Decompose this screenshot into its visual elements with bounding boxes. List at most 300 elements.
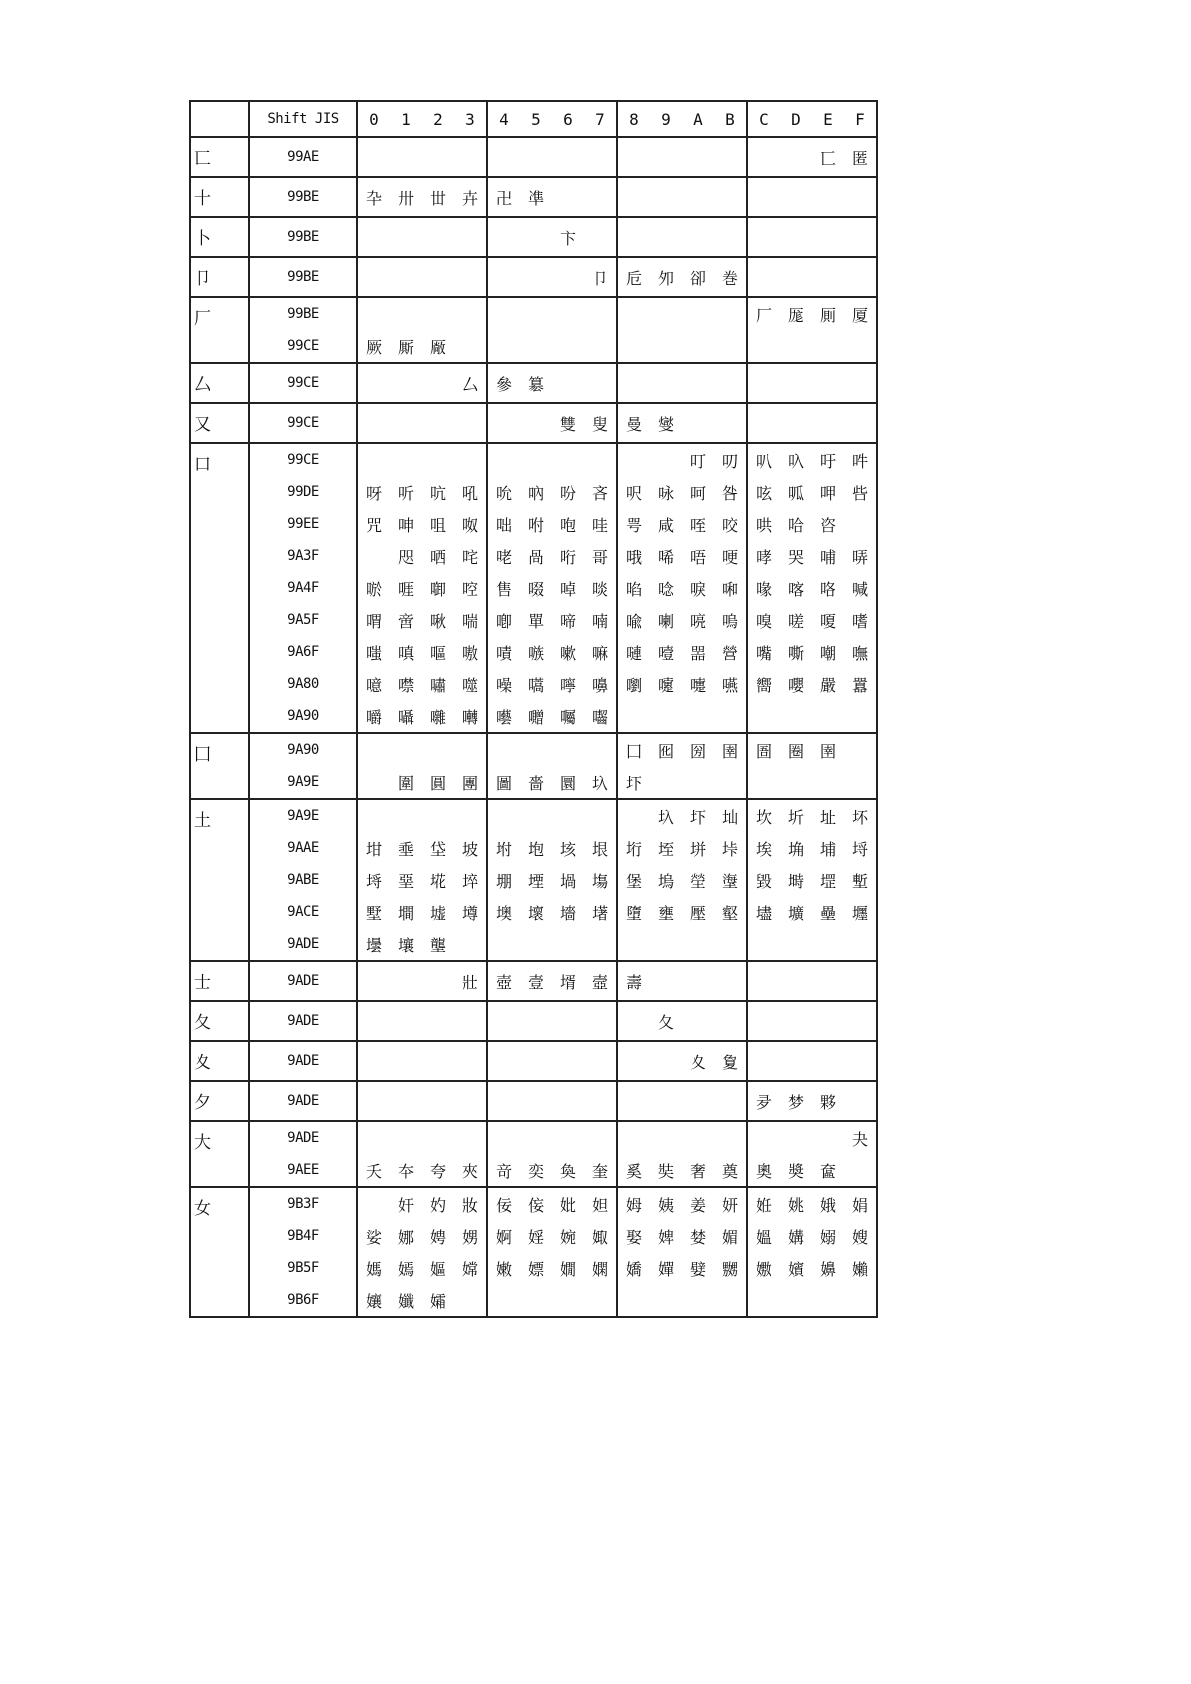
char-cell: 呻	[397, 515, 414, 535]
char-cell: 卉	[454, 177, 487, 217]
char-cell: 圻	[780, 799, 812, 832]
table-row	[190, 896, 877, 928]
char-cell: 嗽	[559, 643, 576, 663]
char-cell: 啾	[429, 611, 446, 631]
char-cell	[552, 137, 584, 177]
char-cell: 嫖	[527, 1259, 544, 1279]
char-cell: 墸	[591, 903, 608, 923]
radical-cell: 夊	[190, 1041, 249, 1081]
radical-cell: 女	[190, 1187, 249, 1317]
char-cell	[617, 217, 650, 257]
char-cell: 嘔	[429, 643, 446, 663]
char-cell	[584, 363, 617, 403]
char-cell: 嫐	[747, 1252, 780, 1284]
char-cell	[812, 177, 844, 217]
char-cell	[780, 403, 812, 443]
char-cell	[552, 1121, 584, 1154]
char-cell: 厥	[357, 330, 390, 363]
char-cell	[617, 137, 650, 177]
char-cell	[357, 1187, 390, 1220]
char-cell	[487, 443, 520, 476]
char-cell: 呀	[357, 476, 390, 508]
char-cell: 婬	[527, 1227, 544, 1247]
char-cell: 夬	[844, 1121, 877, 1154]
shift-jis-code: 99EE	[287, 516, 319, 532]
char-cell: 塲	[591, 871, 608, 891]
char-cell: 吶	[527, 483, 544, 503]
shift-jis-code: 9ADE	[287, 936, 319, 952]
shift-jis-code: 99BE	[249, 257, 357, 297]
char-cell	[357, 733, 390, 766]
char-cell: 嬲	[721, 1259, 738, 1279]
char-cell	[422, 1081, 454, 1121]
table-row	[190, 604, 877, 636]
char-cell: 垤	[657, 839, 674, 859]
char-cell: 嫩	[487, 1252, 520, 1284]
char-cell	[584, 1121, 617, 1154]
char-cell	[682, 1284, 714, 1317]
header-radical	[190, 101, 249, 137]
char-cell	[357, 540, 390, 572]
char-cell: 佞	[487, 1187, 520, 1220]
char-cell	[552, 257, 584, 297]
char-cell: 圄	[747, 733, 780, 766]
char-cell: 壺	[487, 961, 520, 1001]
char-cell	[454, 443, 487, 476]
char-cell: 嫻	[591, 1259, 608, 1279]
char-cell	[454, 297, 487, 330]
char-cell	[390, 297, 422, 330]
char-cell	[617, 177, 650, 217]
char-cell	[487, 137, 520, 177]
char-cell	[682, 330, 714, 363]
radical-cell: 夂	[190, 1001, 249, 1041]
shift-jis-code: 99BE	[249, 177, 357, 217]
char-cell: 姜	[682, 1187, 714, 1220]
char-cell: 壞	[527, 903, 544, 923]
char-cell: 埓	[357, 864, 390, 896]
char-cell: 營	[721, 643, 738, 663]
char-cell: 厮	[397, 337, 414, 357]
char-cell	[454, 799, 487, 832]
char-cell	[584, 1081, 617, 1121]
char-cell: 夥	[812, 1081, 844, 1121]
char-cell: 嘖	[487, 636, 520, 668]
shift-jis-code: 99CE	[249, 443, 357, 476]
char-cell: 壑	[721, 903, 738, 923]
shift-jis-code: 99CE	[249, 403, 357, 443]
char-cell	[584, 1284, 617, 1317]
char-cell	[552, 928, 584, 961]
char-cell	[357, 1081, 390, 1121]
char-cell: 墮	[617, 896, 650, 928]
radical-cell: 土	[190, 799, 249, 961]
header-col-f: F	[844, 101, 877, 137]
char-cell	[454, 403, 487, 443]
char-cell: 哢	[851, 547, 868, 567]
char-cell: 婪	[689, 1227, 706, 1247]
char-cell	[390, 403, 422, 443]
char-cell: 哈	[787, 515, 804, 535]
header-col-9: 9	[650, 101, 682, 137]
char-cell: 壘	[819, 903, 836, 923]
header-col-a: A	[682, 101, 714, 137]
header-col-8: 8	[617, 101, 650, 137]
char-cell: 侫	[520, 1187, 552, 1220]
char-cell	[650, 297, 682, 330]
char-cell	[780, 363, 812, 403]
char-cell	[422, 733, 454, 766]
header-col-4: 4	[487, 101, 520, 137]
char-cell	[520, 1001, 552, 1041]
char-cell	[812, 961, 844, 1001]
char-cell: 嚠	[617, 668, 650, 700]
char-cell	[454, 733, 487, 766]
table-row	[190, 832, 877, 864]
shift-jis-code: 9ABE	[287, 872, 319, 888]
char-cell: 囃	[429, 707, 446, 727]
char-cell	[650, 928, 682, 961]
char-cell	[682, 1121, 714, 1154]
char-cell	[617, 1081, 650, 1121]
char-cell	[357, 799, 390, 832]
char-cell	[584, 297, 617, 330]
char-cell	[487, 257, 520, 297]
char-cell	[487, 403, 520, 443]
char-cell: 墻	[559, 903, 576, 923]
char-cell: 吭	[429, 483, 446, 503]
header-col-6: 6	[552, 101, 584, 137]
char-cell: 妍	[714, 1187, 747, 1220]
shift-jis-code: 9ADE	[249, 1121, 357, 1154]
char-cell	[812, 1041, 844, 1081]
char-cell: 唹	[357, 572, 390, 604]
char-cell: 嬖	[689, 1259, 706, 1279]
char-cell: 呵	[689, 483, 706, 503]
char-cell	[780, 766, 812, 799]
shift-jis-code: 99BE	[249, 297, 357, 330]
char-cell: 嗜	[851, 611, 868, 631]
header-col-0: 0	[357, 101, 390, 137]
char-cell: 圦	[591, 773, 608, 793]
char-cell: 奠	[721, 1161, 738, 1181]
table-row	[190, 137, 877, 177]
char-cell	[747, 928, 780, 961]
char-cell: 圖	[487, 766, 520, 799]
shift-jis-code: 9A4F	[287, 580, 319, 596]
char-cell	[422, 1001, 454, 1041]
char-cell: 呶	[461, 515, 478, 535]
char-cell: 墟	[429, 903, 446, 923]
char-cell	[357, 257, 390, 297]
char-cell: 嘲	[819, 643, 836, 663]
char-cell	[682, 363, 714, 403]
char-cell	[812, 363, 844, 403]
char-cell: 啌	[461, 579, 478, 599]
char-cell: 媾	[787, 1227, 804, 1247]
char-cell: 啅	[559, 579, 576, 599]
char-cell: 婢	[657, 1227, 674, 1247]
char-cell	[390, 363, 422, 403]
char-cell: 咾	[487, 540, 520, 572]
char-cell: 堽	[819, 871, 836, 891]
char-cell: 嫦	[461, 1259, 478, 1279]
char-cell	[714, 961, 747, 1001]
shift-jis-code: 9A80	[287, 676, 319, 692]
char-cell: 址	[812, 799, 844, 832]
char-cell: 姆	[617, 1187, 650, 1220]
char-cell: 埖	[429, 871, 446, 891]
char-cell: 塋	[689, 871, 706, 891]
char-cell	[780, 1041, 812, 1081]
radical-cell: 卩	[190, 257, 249, 297]
char-cell: 吽	[844, 443, 877, 476]
char-cell: 娵	[591, 1227, 608, 1247]
char-cell	[422, 403, 454, 443]
char-cell: 妁	[422, 1187, 454, 1220]
char-cell: 啖	[591, 579, 608, 599]
char-cell: 卅	[390, 177, 422, 217]
char-cell	[682, 137, 714, 177]
char-cell: 呎	[617, 476, 650, 508]
char-cell	[390, 257, 422, 297]
char-cell: 婀	[487, 1220, 520, 1252]
char-cell: 壟	[429, 935, 446, 955]
char-cell: 吩	[559, 483, 576, 503]
char-cell: 夸	[429, 1161, 446, 1181]
char-cell	[682, 177, 714, 217]
shift-jis-table	[189, 100, 878, 1318]
char-cell	[357, 217, 390, 257]
char-cell: 喀	[787, 579, 804, 599]
char-cell: 堋	[487, 864, 520, 896]
char-cell	[682, 1001, 714, 1041]
char-cell	[422, 1041, 454, 1081]
char-cell: 嗚	[721, 611, 738, 631]
table-row	[190, 928, 877, 961]
char-cell	[552, 1041, 584, 1081]
char-cell	[520, 330, 552, 363]
char-cell	[617, 443, 650, 476]
table-body	[190, 137, 877, 1317]
char-cell	[812, 1001, 844, 1041]
char-cell	[454, 1121, 487, 1154]
char-cell: 娑	[357, 1220, 390, 1252]
char-cell	[357, 443, 390, 476]
table-row	[190, 1041, 877, 1081]
char-cell: 呱	[787, 483, 804, 503]
char-cell	[747, 177, 780, 217]
char-cell	[844, 961, 877, 1001]
char-cell	[844, 363, 877, 403]
header-col-3: 3	[454, 101, 487, 137]
shift-jis-code: 99DE	[287, 484, 319, 500]
char-cell	[584, 733, 617, 766]
char-cell: 圷	[682, 799, 714, 832]
char-cell: 叟	[584, 403, 617, 443]
header-col-7: 7	[584, 101, 617, 137]
char-cell: 垳	[617, 832, 650, 864]
table-row	[190, 217, 877, 257]
char-cell	[390, 1121, 422, 1154]
char-cell	[454, 330, 487, 363]
char-cell: 夛	[747, 1081, 780, 1121]
char-cell	[520, 443, 552, 476]
char-cell	[454, 1001, 487, 1041]
shift-jis-code: 9B6F	[287, 1292, 319, 1308]
char-cell	[812, 700, 844, 733]
radical-cell: 夕	[190, 1081, 249, 1121]
char-cell: 啗	[617, 572, 650, 604]
char-cell: 夊	[682, 1041, 714, 1081]
char-cell: 嗔	[397, 643, 414, 663]
char-cell: 壹	[520, 961, 552, 1001]
char-cell: 嫂	[851, 1227, 868, 1247]
char-cell	[682, 700, 714, 733]
table-row	[190, 297, 877, 330]
char-cell	[844, 217, 877, 257]
char-cell: 呷	[819, 483, 836, 503]
char-cell: 囈	[487, 700, 520, 733]
char-cell	[357, 403, 390, 443]
shift-jis-code: 9ADE	[249, 1041, 357, 1081]
radical-cell: 大	[190, 1121, 249, 1187]
char-cell: 圦	[650, 799, 682, 832]
char-cell	[454, 928, 487, 961]
char-cell: 奎	[591, 1161, 608, 1181]
char-cell: 唏	[657, 547, 674, 567]
char-cell: 咥	[689, 515, 706, 535]
char-cell: 參	[487, 363, 520, 403]
char-cell	[454, 137, 487, 177]
char-cell	[617, 1041, 650, 1081]
char-cell: 囓	[591, 707, 608, 727]
char-cell: 娟	[844, 1187, 877, 1220]
char-cell: 喟	[357, 604, 390, 636]
char-cell	[650, 330, 682, 363]
char-cell: 堡	[617, 864, 650, 896]
char-cell	[487, 217, 520, 257]
char-cell: 喇	[657, 611, 674, 631]
radical-cell: 卜	[190, 217, 249, 257]
char-cell	[780, 961, 812, 1001]
char-cell	[650, 177, 682, 217]
char-cell	[747, 1001, 780, 1041]
char-cell	[357, 1041, 390, 1081]
char-cell: 囮	[650, 733, 682, 766]
char-cell	[454, 1081, 487, 1121]
char-cell	[487, 297, 520, 330]
char-cell	[454, 257, 487, 297]
char-cell	[780, 177, 812, 217]
char-cell: 壻	[552, 961, 584, 1001]
char-cell: 孅	[397, 1291, 414, 1311]
char-cell: 夂	[650, 1001, 682, 1041]
char-cell	[812, 1121, 844, 1154]
char-cell: 埔	[819, 839, 836, 859]
char-cell: 夲	[397, 1161, 414, 1181]
char-cell: 咀	[429, 515, 446, 535]
char-cell	[714, 137, 747, 177]
char-cell: 嬌	[617, 1252, 650, 1284]
char-cell: 雙	[552, 403, 584, 443]
char-cell	[520, 928, 552, 961]
char-cell: 卞	[552, 217, 584, 257]
header-shift-jis: Shift JIS	[249, 101, 357, 137]
header-col-b: B	[714, 101, 747, 137]
char-cell	[422, 443, 454, 476]
char-cell	[844, 1001, 877, 1041]
char-cell	[390, 961, 422, 1001]
char-cell: 丗	[422, 177, 454, 217]
char-cell: 嚴	[819, 675, 836, 695]
char-cell: 嗄	[819, 611, 836, 631]
char-cell	[520, 257, 552, 297]
table-row	[190, 443, 877, 476]
char-cell	[812, 330, 844, 363]
char-cell	[844, 177, 877, 217]
char-cell	[844, 1154, 877, 1187]
char-cell: 嘸	[851, 643, 868, 663]
table-row	[190, 700, 877, 733]
char-cell: 吝	[591, 483, 608, 503]
char-cell: 圸	[714, 799, 747, 832]
char-cell: 咫	[397, 547, 414, 567]
char-cell	[422, 799, 454, 832]
char-cell: 奬	[787, 1161, 804, 1181]
char-cell: 嚆	[527, 675, 544, 695]
char-cell	[357, 137, 390, 177]
char-cell	[617, 700, 650, 733]
char-cell	[552, 1001, 584, 1041]
char-cell	[520, 1121, 552, 1154]
char-cell: 婉	[559, 1227, 576, 1247]
char-cell: 姙	[747, 1187, 780, 1220]
char-cell: 塹	[851, 871, 868, 891]
char-cell: 吁	[812, 443, 844, 476]
char-cell	[487, 1284, 520, 1317]
char-cell: 厂	[747, 297, 780, 330]
char-cell	[422, 297, 454, 330]
char-cell	[357, 766, 390, 799]
table-row	[190, 733, 877, 766]
char-cell: 嗾	[527, 643, 544, 663]
char-cell: 呰	[851, 483, 868, 503]
char-cell: 埆	[787, 839, 804, 859]
char-cell: 叺	[780, 443, 812, 476]
char-cell: 啻	[397, 611, 414, 631]
char-cell: 嚏	[689, 675, 706, 695]
char-cell	[357, 961, 390, 1001]
table-row	[190, 572, 877, 604]
radical-cell: 厶	[190, 363, 249, 403]
char-cell: 圍	[397, 773, 414, 793]
char-cell: 姚	[780, 1187, 812, 1220]
char-cell: 媼	[747, 1220, 780, 1252]
char-cell: 囑	[559, 707, 576, 727]
char-cell: 厰	[429, 337, 446, 357]
table-row	[190, 1220, 877, 1252]
char-cell: 吮	[487, 476, 520, 508]
char-cell: 夾	[461, 1161, 478, 1181]
char-cell	[780, 928, 812, 961]
char-cell: 嫋	[819, 1227, 836, 1247]
char-cell: 卍	[487, 177, 520, 217]
table-row	[190, 1081, 877, 1121]
char-cell	[390, 1041, 422, 1081]
char-cell	[552, 443, 584, 476]
char-cell: 娜	[397, 1227, 414, 1247]
